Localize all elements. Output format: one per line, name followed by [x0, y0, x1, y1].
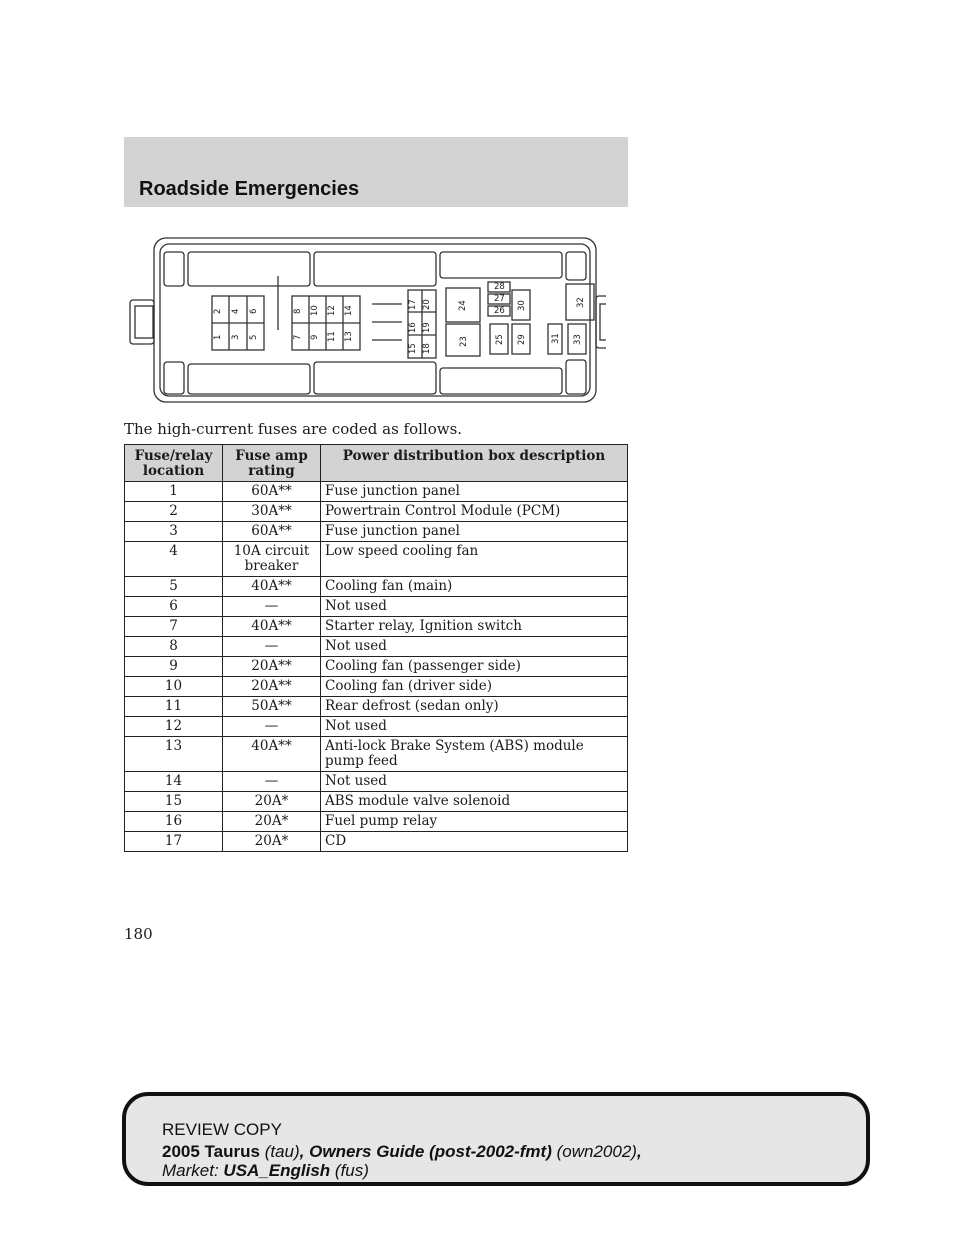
- amp-rating-cell: 50A**: [223, 697, 321, 717]
- amp-rating-cell: 60A**: [223, 482, 321, 502]
- amp-rating-cell: 30A**: [223, 502, 321, 522]
- table-row: [125, 792, 628, 812]
- fuse-label: 2: [213, 308, 223, 314]
- review-footer: [122, 1092, 870, 1186]
- fuse-label: 15: [408, 343, 418, 354]
- fuse-label: 11: [327, 331, 337, 342]
- footer-guide-line: [162, 1142, 642, 1162]
- fuse-label: 25: [495, 334, 505, 345]
- amp-rating-cell: 20A*: [223, 812, 321, 832]
- description-cell: Fuse junction panel: [321, 522, 628, 542]
- footer-review-label: REVIEW COPY: [162, 1120, 282, 1139]
- fuse-location-cell: 8: [125, 637, 223, 657]
- table-row: [125, 737, 628, 772]
- fuse-label: 13: [344, 331, 354, 342]
- fuse-location-cell: 12: [125, 717, 223, 737]
- description-cell: Low speed cooling fan: [321, 542, 628, 577]
- footer-market-line: [162, 1161, 369, 1181]
- table-header-row: [125, 445, 628, 482]
- table-row: [125, 542, 628, 577]
- description-cell: Fuse junction panel: [321, 482, 628, 502]
- fuse-label: 32: [576, 297, 586, 308]
- section-title: Roadside Emergencies: [139, 178, 360, 200]
- fuse-location-cell: 16: [125, 812, 223, 832]
- table-row: [125, 482, 628, 502]
- fuse-location-cell: 11: [125, 697, 223, 717]
- fuse-location-cell: 10: [125, 677, 223, 697]
- description-cell: Not used: [321, 597, 628, 617]
- amp-rating-cell: 20A**: [223, 677, 321, 697]
- amp-rating-cell: —: [223, 717, 321, 737]
- table-row: [125, 617, 628, 637]
- fuse-label: 10: [310, 305, 320, 316]
- fuse-label: 16: [408, 322, 418, 333]
- fuse-location-cell: 15: [125, 792, 223, 812]
- amp-rating-cell: 10A circuit breaker: [223, 542, 321, 577]
- column-header: Power distribution box description: [321, 445, 628, 482]
- intro-text: The high-current fuses are coded as follows.: [124, 420, 463, 438]
- description-cell: Powertrain Control Module (PCM): [321, 502, 628, 522]
- table-row: [125, 812, 628, 832]
- section-header: [124, 137, 628, 207]
- fuse-location-cell: 13: [125, 737, 223, 772]
- fuse-label: 33: [573, 334, 583, 345]
- amp-rating-cell: 20A**: [223, 657, 321, 677]
- fuse-location-cell: 6: [125, 597, 223, 617]
- footer-guide: , Owners Guide (post-2002-fmt): [299, 1142, 552, 1161]
- table-row: [125, 637, 628, 657]
- amp-rating-cell: 60A**: [223, 522, 321, 542]
- table-row: [125, 522, 628, 542]
- fuse-label: 12: [327, 305, 337, 316]
- amp-rating-cell: 40A**: [223, 577, 321, 597]
- table-row: [125, 502, 628, 522]
- amp-rating-cell: —: [223, 637, 321, 657]
- fuse-location-cell: 9: [125, 657, 223, 677]
- fuse-label: 1: [213, 334, 223, 340]
- description-cell: Not used: [321, 717, 628, 737]
- fuse-label: 24: [458, 300, 468, 311]
- table-row: [125, 597, 628, 617]
- page-number: 180: [124, 925, 153, 943]
- fuse-label: 31: [551, 333, 561, 344]
- fuse-location-cell: 7: [125, 617, 223, 637]
- column-header: Fuse amp rating: [223, 445, 321, 482]
- fuse-label: 7: [293, 334, 303, 340]
- description-cell: Fuel pump relay: [321, 812, 628, 832]
- fuse-label: 20: [422, 299, 432, 310]
- footer-model: 2005 Taurus: [162, 1142, 260, 1161]
- fuse-label: 28: [494, 282, 505, 292]
- amp-rating-cell: 20A*: [223, 832, 321, 852]
- description-cell: Rear defrost (sedan only): [321, 697, 628, 717]
- fuse-label: 14: [344, 305, 354, 316]
- fuse-location-cell: 4: [125, 542, 223, 577]
- fuse-label: 4: [231, 308, 241, 314]
- footer-market-code: (fus): [334, 1161, 369, 1180]
- description-cell: CD: [321, 832, 628, 852]
- description-cell: Cooling fan (passenger side): [321, 657, 628, 677]
- table-row: [125, 832, 628, 852]
- fuse-location-cell: 3: [125, 522, 223, 542]
- fuse-label: 9: [310, 334, 320, 340]
- fuse-label: 23: [459, 336, 469, 347]
- footer-model-code: (tau): [264, 1142, 300, 1161]
- table-row: [125, 697, 628, 717]
- fuse-label: 8: [293, 308, 303, 314]
- fuse-label: 30: [517, 300, 527, 311]
- fuse-label: 3: [231, 334, 241, 340]
- table-row: [125, 577, 628, 597]
- fuse-label: 26: [494, 306, 505, 316]
- description-cell: Anti-lock Brake System (ABS) module pump feed: [321, 737, 628, 772]
- amp-rating-cell: —: [223, 772, 321, 792]
- fuse-label: 19: [422, 322, 432, 333]
- amp-rating-cell: 20A*: [223, 792, 321, 812]
- fuse-location-cell: 5: [125, 577, 223, 597]
- table-row: [125, 657, 628, 677]
- description-cell: Cooling fan (driver side): [321, 677, 628, 697]
- footer-comma: ,: [636, 1142, 642, 1161]
- amp-rating-cell: 40A**: [223, 737, 321, 772]
- description-cell: ABS module valve solenoid: [321, 792, 628, 812]
- footer-market-label: Market:: [162, 1161, 219, 1180]
- fuse-box-diagram: [126, 234, 606, 406]
- fuse-location-cell: 1: [125, 482, 223, 502]
- description-cell: Not used: [321, 637, 628, 657]
- fuse-location-cell: 17: [125, 832, 223, 852]
- description-cell: Not used: [321, 772, 628, 792]
- table-row: [125, 772, 628, 792]
- description-cell: Starter relay, Ignition switch: [321, 617, 628, 637]
- fuse-label: 6: [249, 308, 259, 314]
- fuse-table: [124, 444, 628, 852]
- table-row: [125, 677, 628, 697]
- table-row: [125, 717, 628, 737]
- amp-rating-cell: —: [223, 597, 321, 617]
- description-cell: Cooling fan (main): [321, 577, 628, 597]
- fuse-location-cell: 14: [125, 772, 223, 792]
- fuse-label: 5: [249, 334, 259, 340]
- fuse-label: 27: [494, 294, 505, 304]
- fuse-label: 17: [408, 299, 418, 310]
- footer-market: USA_English: [223, 1161, 331, 1180]
- fuse-label: 29: [517, 334, 527, 345]
- footer-guide-code: (own2002): [556, 1142, 637, 1161]
- amp-rating-cell: 40A**: [223, 617, 321, 637]
- fuse-location-cell: 2: [125, 502, 223, 522]
- column-header: Fuse/relay location: [125, 445, 223, 482]
- fuse-label: 18: [422, 343, 432, 354]
